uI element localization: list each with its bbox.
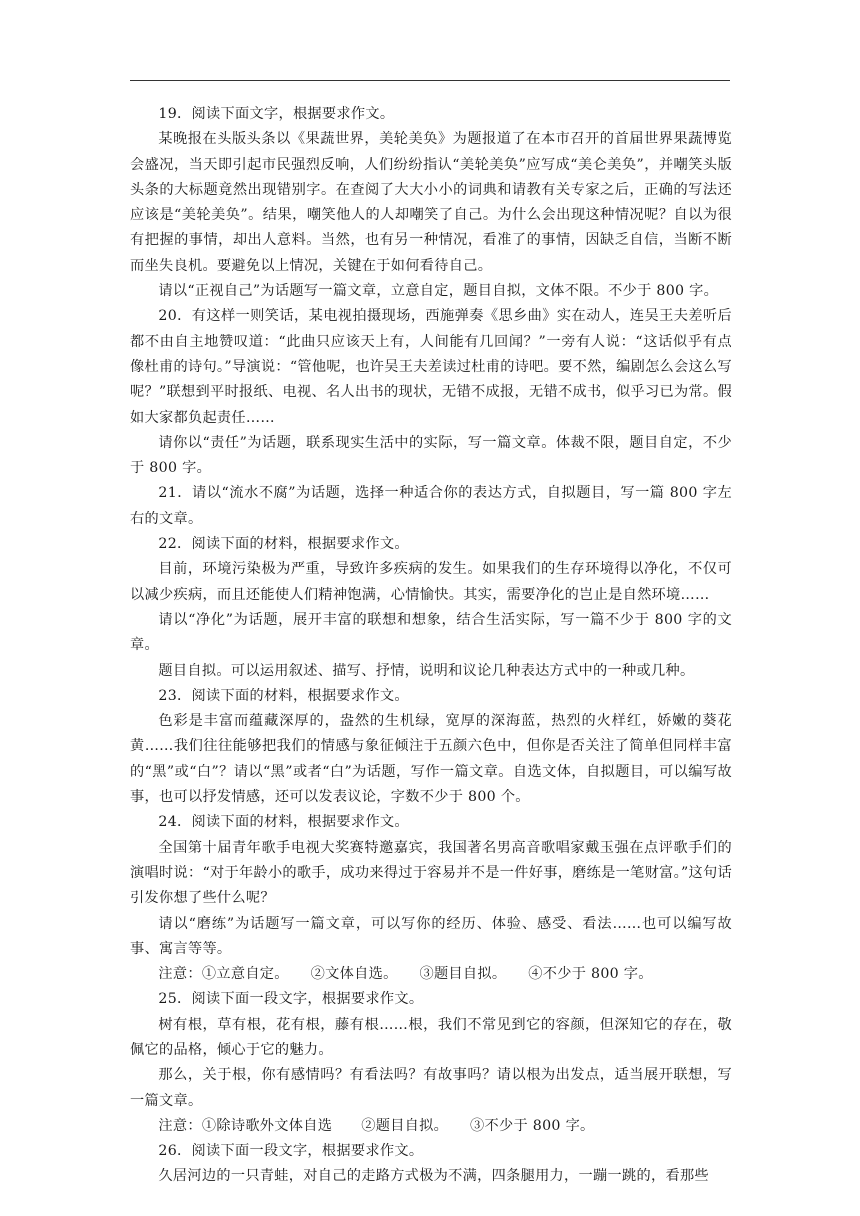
question-22-material: 目前，环境污染极为严重，导致许多疾病的发生。如果我们的生存环境得以净化，不仅可以减少疾病，而且还能使人们精神饱满，心情愉快。其实，需要净化的岂止是自然环境…… — [130, 561, 732, 603]
header-rule — [130, 80, 730, 81]
question-26-title: 26．阅读下面一段文字，根据要求作文。 — [158, 1143, 424, 1160]
question-24-material: 全国第十届青年歌手电视大奖赛特邀嘉宾，我国著名男高音歌唱家戴玉强在点评歌手们的演唱时说：“对于年龄小的歌手，成功来得过于容易并不是一件好事，磨练是一笔财富。”这句话引发你想了些什么呢？ — [130, 839, 732, 907]
question-24-title: 24．阅读下面的材料，根据要求作文。 — [158, 814, 409, 831]
question-20-material: 20．有这样一则笑话，某电视拍摄现场，西施弹奏《思乡曲》实在动人，连吴王夫差听后都不由自主地赞叹道：“此曲只应该天上有，人间能有几回闻？”一旁有人说：“这话似乎有点像杜甫的诗句。”导演说：“管他呢，也许吴王夫差读过杜甫的诗吧。要不然，编剧怎么会这么写呢？”联想到平时报纸、电视、名人出书的现状，无错不成报，无错不成书，似乎习已为常。假如大家都负起责任…… — [130, 308, 732, 426]
question-25-requirement: 那么，关于根，你有感情吗？有看法吗？有故事吗？请以根为出发点，适当展开联想，写一篇文章。 — [130, 1067, 732, 1109]
question-25-title: 25．阅读下面一段文字，根据要求作文。 — [158, 991, 424, 1008]
question-25-note: 注意：①除诗歌外文体自选 ②题目自拟。 ③不少于 800 字。 — [158, 1117, 595, 1134]
question-24-requirement: 请以“磨练”为话题写一篇文章，可以写你的经历、体验、感受、看法……也可以编写故事、寓言等等。 — [130, 915, 732, 957]
question-22-requirement: 请以“净化”为话题，展开丰富的联想和想象，结合生活实际，写一篇不少于 800 字的文章。 — [130, 611, 732, 654]
question-26-material: 久居河边的一只青蛙，对自己的走路方式极为不满，四条腿用力，一蹦一跳的，看那些 — [158, 1168, 709, 1185]
question-20-requirement: 请你以“责任”为话题，联系现实生活中的实际，写一篇文章。体裁不限，题目自定，不少于 800 字。 — [130, 434, 732, 477]
question-24-note: 注意：①立意自定。 ②文体自选。 ③题目自拟。 ④不少于 800 字。 — [158, 966, 653, 983]
question-19-material: 某晚报在头版头条以《果蔬世界，美轮美奂》为题报道了在本市召开的首届世界果蔬博览会盛况，当天即引起市民强烈反响，人们纷纷指认“美轮美奂”应写成“美仑美奂”，并嘲笑头版头条的大标题竟然出现错别字。在查阅了大大小小的词典和请教有关专家之后，正确的写法还应该是“美轮美奂”。结果，嘲笑他人的人却嘲笑了自己。为什么会出现这种情况呢？自以为很有把握的事情，却出人意料。当然，也有另一种情况，看准了的事情，因缺乏自信，当断不断而坐失良机。要避免以上情况，关键在于如何看待自己。 — [130, 131, 732, 274]
question-25-material: 树有根，草有根，花有根，藤有根……根，我们不常见到它的容颜，但深知它的存在，敬佩它的品格，倾心于它的魅力。 — [130, 1016, 732, 1058]
question-19-requirement: 请以“正视自己”为话题写一篇文章，立意自定，题目自拟，文体不限。不少于 800 字。 — [158, 283, 719, 300]
question-19-title: 19．阅读下面文字，根据要求作文。 — [158, 106, 395, 122]
question-23-title: 23．阅读下面的材料，根据要求作文。 — [158, 687, 409, 704]
question-21-prompt: 21．请以“流水不腐”为话题，选择一种适合你的表达方式，自拟题目，写一篇 800 字左右的文章。 — [130, 485, 732, 527]
question-22-note: 题目自拟。可以运用叙述、描写、抒情，说明和议论几种表达方式中的一种或几种。 — [158, 662, 695, 679]
document-body — [130, 102, 732, 1190]
question-22-title: 22．阅读下面的材料，根据要求作文。 — [158, 536, 409, 553]
question-23-material: 色彩是丰富而蕴藏深厚的，盎然的生机绿，宽厚的深海蓝，热烈的火样红，娇嫩的葵花黄……我们往往能够把我们的情感与象征倾注于五颜六色中，但你是否关注了简单但同样丰富的“黑”或“白”？请以“黑”或者“白”为话题，写作一篇文章。自选文体，自拟题目，可以编写故事，也可以抒发情感，还可以发表议论，字数不少于 800 个。 — [130, 713, 732, 806]
